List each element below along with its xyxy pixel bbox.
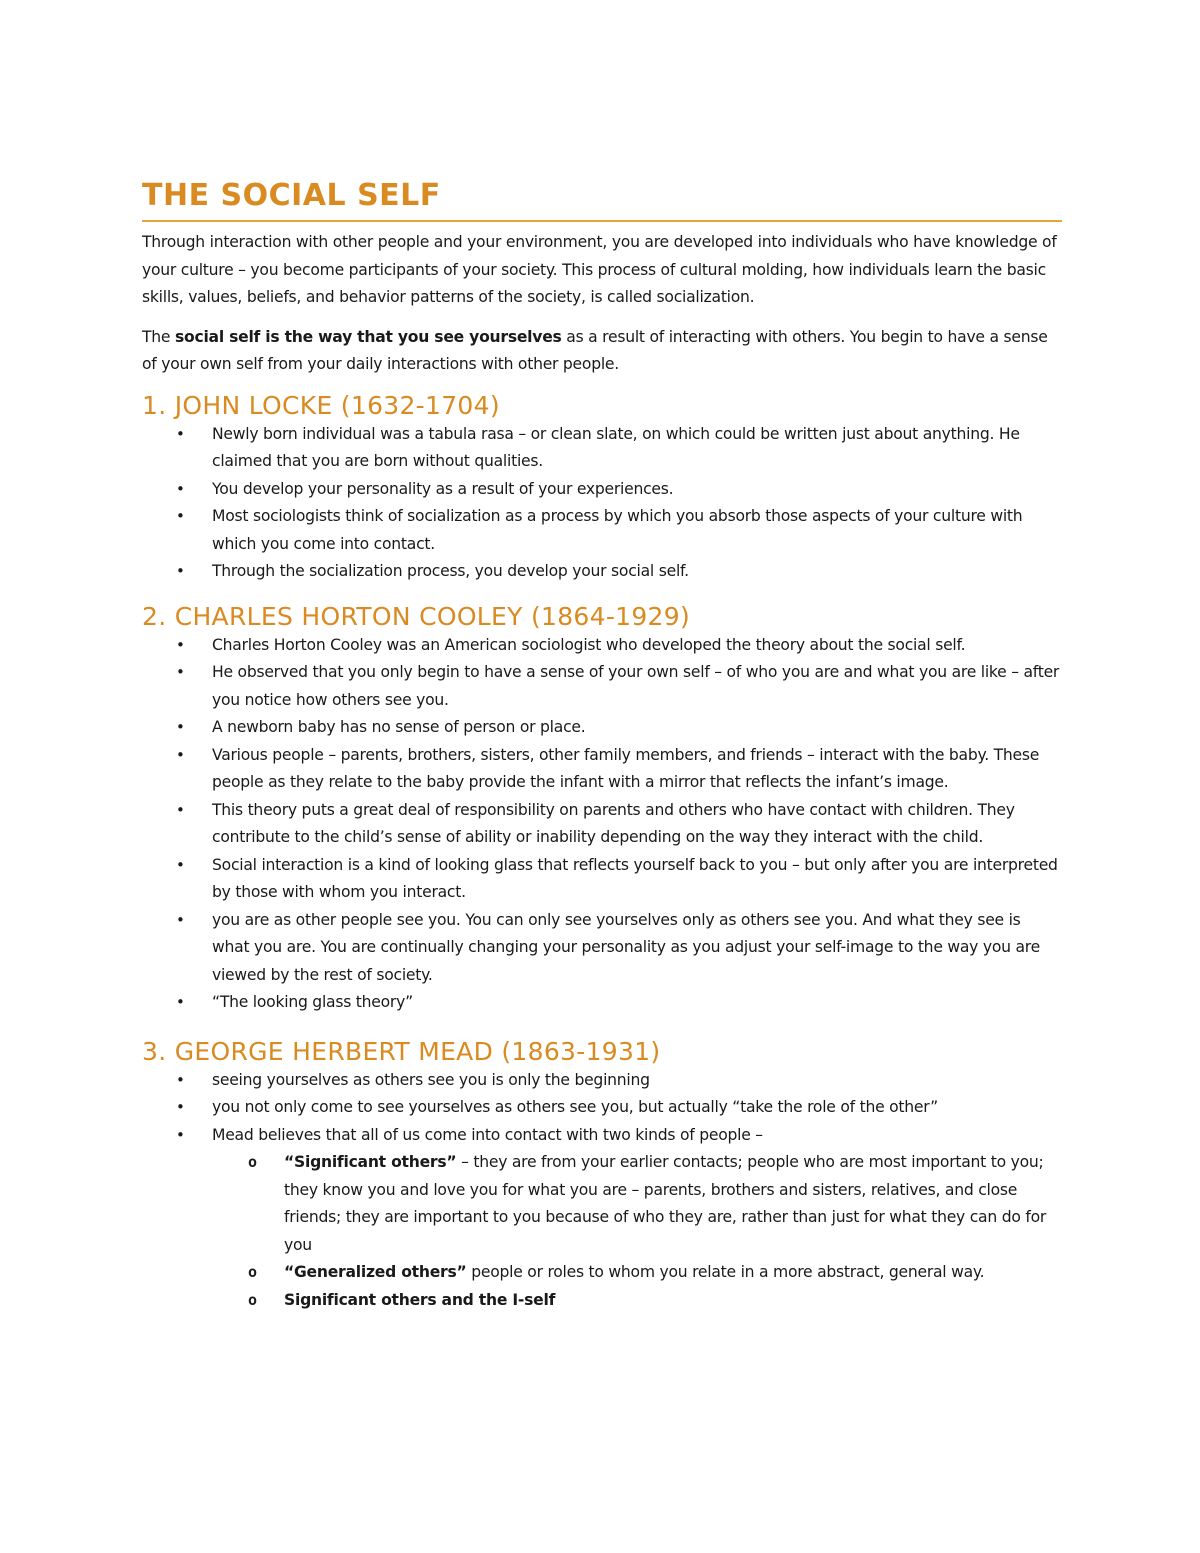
cooley-bullet-list bbox=[142, 632, 1062, 1017]
definition-rest: as a result of interacting with others. You begin to have a sense of your own self from your daily interactions with other people. bbox=[142, 327, 1048, 373]
list-item bbox=[142, 1122, 1062, 1150]
list-item-text: Most sociologists think of socialization as a process by which you absorb those aspects of your culture with which you come into contact. bbox=[212, 507, 1023, 553]
sub-bullet-icon: o bbox=[248, 1153, 257, 1171]
mead-bullet-list bbox=[142, 1067, 1062, 1150]
section-heading-cooley: 2. CHARLES HORTON COOLEY (1864-1929) bbox=[142, 601, 691, 631]
sub-bullet-icon: o bbox=[248, 1263, 257, 1281]
list-item-text: Various people – parents, brothers, sisters, other family members, and friends – interact with the baby. These people as they relate to the baby provide the infant with a mirror that reflects the infant’s image. bbox=[212, 745, 1040, 791]
list-item bbox=[142, 852, 1062, 907]
bullet-icon: • bbox=[176, 479, 185, 498]
list-item-text: seeing yourselves as others see you is only the beginning bbox=[212, 1070, 650, 1089]
list-item-text: “The looking glass theory” bbox=[212, 993, 413, 1011]
sub-list-item bbox=[142, 1259, 1062, 1287]
list-item-text: You develop your personality as a result of your experiences. bbox=[212, 479, 674, 498]
list-item bbox=[142, 503, 1062, 558]
list-item bbox=[142, 1094, 1062, 1122]
bullet-icon: • bbox=[176, 663, 185, 681]
bullet-icon: • bbox=[176, 507, 185, 525]
list-item bbox=[142, 632, 1062, 660]
list-item-text: This theory puts a great deal of responsibility on parents and others who have contact with children. They contribute to the child’s sense of ability or inability depending on the way they interact with the child. bbox=[212, 800, 1015, 846]
generalized-others-text: people or roles to whom you relate in a more abstract, general way. bbox=[466, 1263, 985, 1281]
list-item bbox=[142, 558, 1062, 586]
bullet-icon: • bbox=[176, 424, 185, 443]
definition-bold: social self is the way that you see yourselves bbox=[174, 327, 562, 346]
sub-list-item bbox=[142, 1287, 1062, 1315]
significant-others-term: “Significant others” bbox=[284, 1153, 457, 1171]
i-self-term: Significant others and the I-self bbox=[284, 1290, 556, 1309]
sub-list-item bbox=[142, 1149, 1062, 1259]
list-item bbox=[142, 742, 1062, 797]
definition-lead: The bbox=[142, 327, 175, 346]
bullet-icon: • bbox=[176, 910, 185, 929]
section-heading-mead: 3. GEORGE HERBERT MEAD (1863-1931) bbox=[142, 1036, 661, 1066]
list-item-text: Mead believes that all of us come into contact with two kinds of people – bbox=[212, 1125, 763, 1144]
list-item bbox=[142, 476, 1062, 504]
section-heading-locke: 1. JOHN LOCKE (1632-1704) bbox=[142, 390, 500, 420]
list-item-text: A newborn baby has no sense of person or place. bbox=[212, 718, 586, 736]
list-item bbox=[142, 714, 1062, 742]
bullet-icon: • bbox=[176, 800, 185, 819]
bullet-icon: • bbox=[176, 562, 185, 580]
bullet-icon: • bbox=[176, 1070, 185, 1089]
list-item-text: you are as other people see you. You can only see yourselves only as others see you. And what they see is what you are. You are continually changing your personality as you adjust your self-image to the way you are viewed by the rest of society. bbox=[212, 910, 1040, 984]
list-item bbox=[142, 989, 1062, 1017]
list-item bbox=[142, 797, 1062, 852]
document-title: THE SOCIAL SELF bbox=[142, 178, 1062, 222]
list-item bbox=[142, 907, 1062, 990]
document-page bbox=[142, 178, 1062, 1314]
intro-paragraph: Through interaction with other people and your environment, you are developed into individuals who have knowledge of your culture – you become participants of your society. This process of cultural molding, how individuals learn the basic skills, values, beliefs, and behavior patterns of the society, is called socialization. bbox=[142, 233, 1057, 306]
bullet-icon: • bbox=[176, 1125, 185, 1144]
list-item bbox=[142, 659, 1062, 714]
list-item-text: Through the socialization process, you develop your social self. bbox=[212, 562, 689, 580]
locke-bullet-list bbox=[142, 421, 1062, 586]
bullet-icon: • bbox=[176, 745, 185, 764]
social-self-definition bbox=[142, 324, 1062, 379]
sub-bullet-icon: o bbox=[248, 1290, 257, 1309]
bullet-icon: • bbox=[176, 718, 185, 736]
bullet-icon: • bbox=[176, 855, 185, 874]
list-item bbox=[142, 421, 1062, 476]
mead-sub-list bbox=[142, 1149, 1062, 1314]
bullet-icon: • bbox=[176, 993, 185, 1011]
list-item-text: Newly born individual was a tabula rasa – or clean slate, on which could be written just about anything. He claimed that you are born without qualities. bbox=[212, 424, 1020, 470]
generalized-others-term: “Generalized others” bbox=[284, 1263, 467, 1281]
significant-others-text: – they are from your earlier contacts; people who are most important to you; they know you and love you for what you are – parents, brothers and sisters, relatives, and close friends; they are important to you because of who they are, rather than just for what they can do for you bbox=[284, 1153, 1047, 1254]
list-item-text: you not only come to see yourselves as others see you, but actually “take the role of the other” bbox=[212, 1098, 938, 1116]
list-item bbox=[142, 1067, 1062, 1095]
list-item-text: Social interaction is a kind of looking glass that reflects yourself back to you – but only after you are interpreted by those with whom you interact. bbox=[212, 855, 1058, 901]
bullet-icon: • bbox=[176, 635, 185, 654]
bullet-icon: • bbox=[176, 1098, 185, 1116]
list-item-text: He observed that you only begin to have a sense of your own self – of who you are and what you are like – after you notice how others see you. bbox=[212, 663, 1060, 709]
list-item-text: Charles Horton Cooley was an American sociologist who developed the theory about the social self. bbox=[212, 635, 966, 654]
